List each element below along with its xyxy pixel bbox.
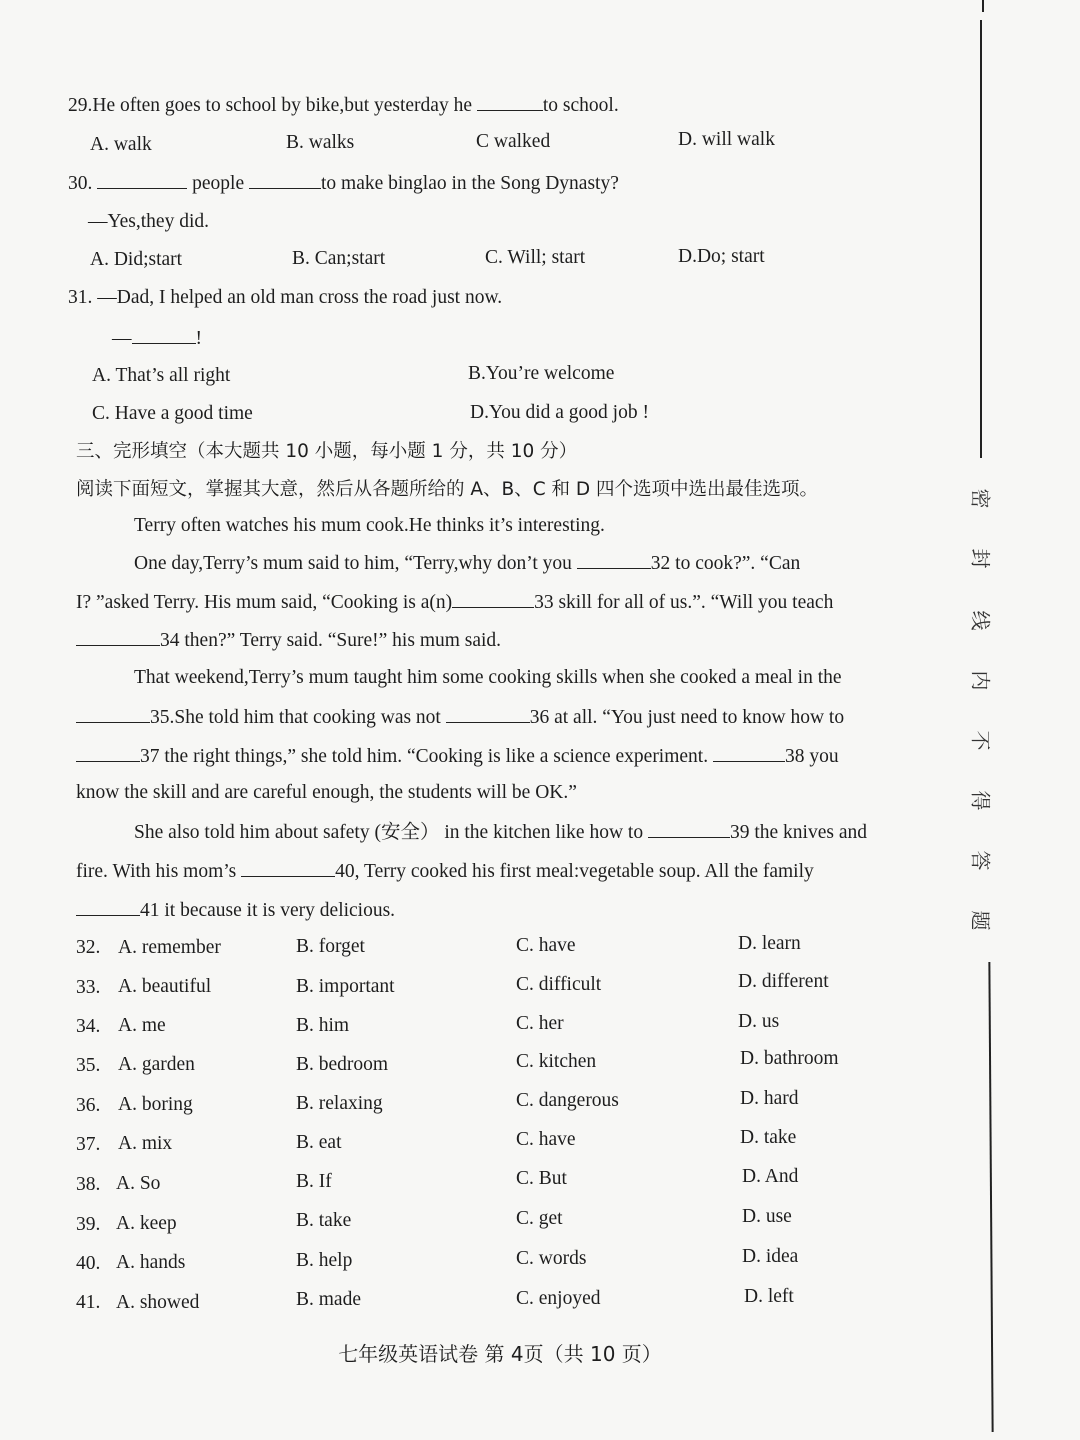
choice-option-c: C. have	[516, 1129, 576, 1150]
passage-text: I? ”asked Terry. His mum said, “Cooking is a(n)	[76, 592, 453, 613]
question-31: 31. —Dad, I helped an old man cross the road just now.	[68, 287, 503, 308]
choice-option-a: A. mix	[118, 1133, 173, 1154]
section-3-instruction: 阅读下面短文，掌握其大意，然后从各题所给的 A、B、C 和 D 四个选项中选出最佳选项。	[76, 479, 819, 500]
section-3-title: 三、完形填空（本大题共 10 小题，每小题 1 分，共 10 分）	[76, 441, 578, 462]
choice-option-c: C. enjoyed	[516, 1288, 601, 1309]
passage-line	[134, 819, 867, 845]
passage-line	[76, 704, 844, 730]
passage-line: That weekend,Terry’s mum taught him some cooking skills when she cooked a meal in the	[134, 667, 842, 688]
choice-option-c: C. But	[516, 1168, 567, 1189]
q30-option-a: A. Did;start	[90, 249, 183, 270]
choice-option-a: A. keep	[116, 1213, 177, 1234]
question-29-stem-end: to school.	[542, 95, 619, 116]
choice-option-b: B. important	[296, 976, 395, 997]
q29-option-a: A. walk	[90, 134, 152, 155]
passage-text: fire. With his mom’s	[76, 861, 242, 882]
passage-line	[134, 550, 800, 576]
seal-line-top	[980, 20, 982, 458]
choice-option-a: A. remember	[118, 937, 221, 958]
q30-option-d: D.Do; start	[678, 246, 765, 267]
question-30	[68, 170, 619, 196]
passage-text: 40, Terry cooked his first meal:vegetable soup. All the family	[335, 861, 814, 882]
choice-option-b: B. eat	[296, 1132, 342, 1153]
answer-blank	[249, 170, 321, 189]
seal-line-top-tick	[982, 0, 984, 12]
answer-blank-36	[446, 704, 530, 723]
answer-blank-41	[76, 897, 140, 916]
passage-text: 38 you	[784, 746, 839, 767]
choice-option-a: A. garden	[118, 1054, 195, 1075]
choice-option-b: B. him	[296, 1015, 350, 1036]
seal-char: 得	[968, 790, 993, 811]
passage-paragraph-1: Terry often watches his mum cook.He thinks it’s interesting.	[134, 515, 605, 536]
choice-option-b: B. made	[296, 1289, 361, 1310]
q29-option-c: C walked	[476, 131, 551, 152]
choice-option-b: B. If	[296, 1171, 332, 1192]
passage-text: 33 skill for all of us.”. “Will you teach	[534, 592, 834, 613]
question-29	[68, 92, 619, 118]
choice-option-a: A. hands	[116, 1252, 186, 1273]
choice-number: 41.	[76, 1292, 101, 1313]
answer-blank	[477, 92, 543, 111]
seal-char: 封	[968, 548, 993, 569]
question-29-stem-start: 29.He often goes to school by bike,but yesterday he	[68, 95, 477, 116]
choice-option-d: D. use	[742, 1206, 792, 1227]
seal-char: 内	[968, 670, 993, 691]
passage-text: She also told him about safety (安全） in the kitchen like how to	[134, 822, 648, 843]
q29-option-d: D. will walk	[678, 129, 775, 150]
passage-line: know the skill and are careful enough, the students will be OK.”	[76, 782, 577, 803]
choice-number: 32.	[76, 937, 101, 958]
choice-option-d: D. left	[744, 1286, 794, 1307]
passage-text: 39 the knives and	[729, 822, 867, 843]
answer-blank	[132, 325, 196, 344]
choice-option-b: B. relaxing	[296, 1093, 383, 1114]
question-31-reply	[112, 325, 202, 351]
choice-option-d: D. bathroom	[740, 1048, 839, 1069]
passage-text: 41 it because it is very delicious.	[140, 900, 396, 921]
question-30-number: 30.	[68, 173, 93, 194]
choice-option-c: C. her	[516, 1013, 564, 1034]
q29-option-b: B. walks	[286, 132, 355, 153]
choice-option-a: A. So	[116, 1173, 161, 1194]
choice-number: 36.	[76, 1095, 101, 1116]
passage-text: 34 then?” Terry said. “Sure!” his mum said.	[160, 630, 502, 651]
choice-number: 34.	[76, 1016, 101, 1037]
question-30-stem-start: people	[187, 173, 249, 194]
answer-blank-38	[713, 743, 785, 762]
choice-number: 37.	[76, 1134, 101, 1155]
seal-char: 线	[968, 610, 993, 631]
choice-option-d: D. take	[740, 1127, 797, 1148]
seal-char: 不	[968, 730, 993, 751]
choice-option-c: C. dangerous	[516, 1090, 619, 1111]
choice-option-b: B. take	[296, 1210, 352, 1231]
seal-char: 密	[968, 488, 993, 509]
passage-text: One day,Terry’s mum said to him, “Terry,why don’t you	[134, 553, 577, 574]
choice-option-d: D. And	[742, 1166, 799, 1187]
choice-option-c: C. have	[516, 935, 576, 956]
passage-text: 37 the right things,” she told him. “Cooking is like a science experiment.	[140, 746, 713, 767]
choice-option-c: C. difficult	[516, 974, 602, 995]
choice-number: 35.	[76, 1055, 101, 1076]
passage-line	[76, 589, 833, 615]
seal-char: 题	[968, 910, 993, 931]
question-30-stem-end: to make binglao in the Song Dynasty?	[320, 173, 619, 194]
choice-option-d: D. us	[738, 1011, 780, 1032]
q31-option-a: A. That’s all right	[92, 365, 231, 386]
reply-dash: —	[112, 328, 132, 349]
choice-option-a: A. me	[118, 1015, 166, 1036]
q31-option-d: D.You did a good job !	[470, 402, 649, 423]
passage-line	[76, 897, 395, 923]
choice-option-c: C. words	[516, 1248, 587, 1269]
choice-option-d: D. different	[738, 971, 829, 992]
choice-option-a: A. showed	[116, 1292, 200, 1313]
choice-option-b: B. help	[296, 1250, 353, 1271]
page-footer: 七年级英语试卷 第 4页（共 10 页）	[338, 1342, 662, 1366]
passage-line	[76, 743, 839, 769]
answer-blank-34	[76, 627, 160, 646]
passage-line	[76, 627, 501, 653]
answer-blank-35	[76, 704, 150, 723]
choice-option-b: B. bedroom	[296, 1054, 389, 1075]
passage-text: 36 at all. “You just need to know how to	[529, 707, 845, 728]
answer-blank-40	[241, 858, 335, 877]
q30-option-c: C. Will; start	[485, 247, 586, 268]
q31-option-c: C. Have a good time	[92, 403, 253, 424]
answer-blank	[97, 170, 187, 189]
choice-option-c: C. kitchen	[516, 1051, 597, 1072]
passage-text: 35.She told him that cooking was not	[150, 707, 446, 728]
choice-number: 39.	[76, 1214, 101, 1235]
choice-option-b: B. forget	[296, 936, 365, 957]
answer-blank-37	[76, 743, 140, 762]
choice-option-d: D. learn	[738, 933, 801, 954]
choice-option-d: D. hard	[740, 1088, 799, 1109]
seal-char: 答	[968, 850, 993, 871]
choice-option-d: D. idea	[742, 1246, 799, 1267]
choice-option-a: A. boring	[118, 1094, 193, 1115]
choice-number: 38.	[76, 1174, 101, 1195]
passage-text: 32 to cook?”. “Can	[650, 553, 801, 574]
passage-line	[76, 858, 814, 884]
choice-option-c: C. get	[516, 1208, 563, 1229]
choice-number: 40.	[76, 1253, 101, 1274]
choice-option-a: A. beautiful	[118, 976, 212, 997]
reply-end: !	[195, 328, 202, 349]
choice-number: 33.	[76, 977, 101, 998]
answer-blank-39	[648, 819, 730, 838]
question-30-reply: —Yes,they did.	[88, 211, 209, 232]
answer-blank-32	[577, 550, 651, 569]
q30-option-b: B. Can;start	[292, 248, 386, 269]
answer-blank-33	[452, 589, 534, 608]
q31-option-b: B.You’re welcome	[468, 363, 615, 384]
